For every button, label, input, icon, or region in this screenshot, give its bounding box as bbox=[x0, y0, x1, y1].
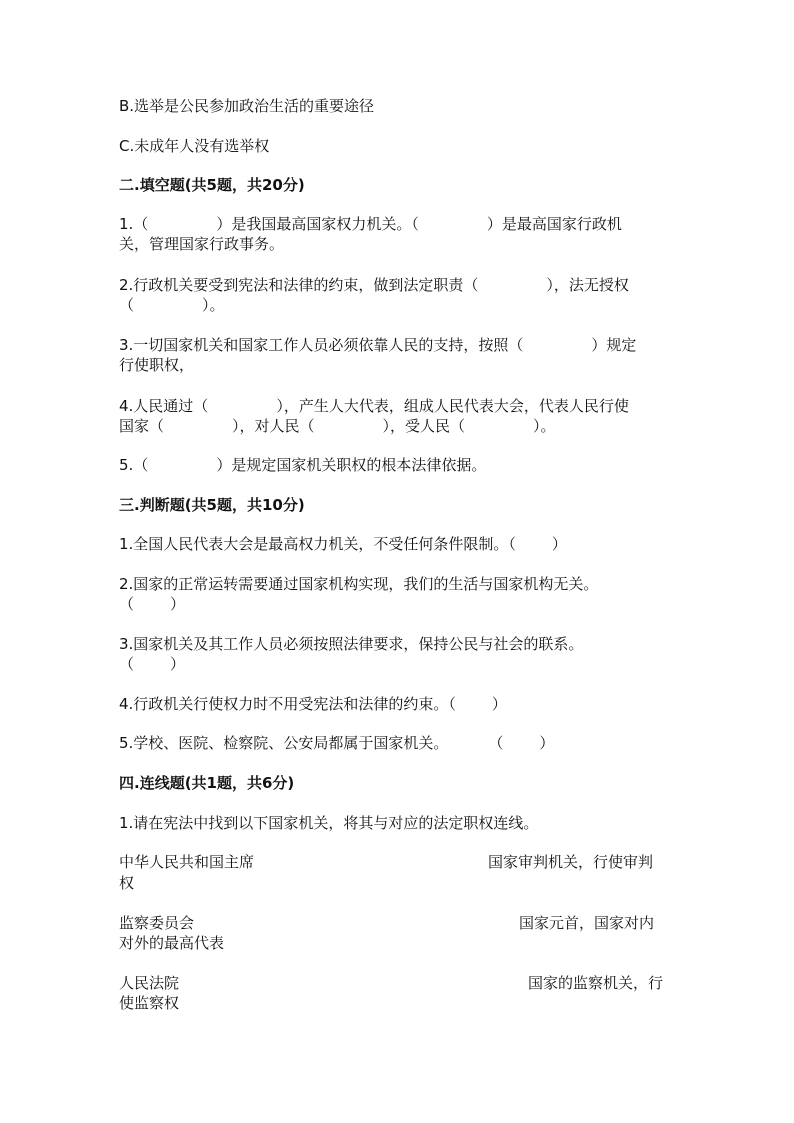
s2-q1-line1: 1.（ ）是我国最高国家权力机关。（ ）是最高国家行政机 bbox=[119, 215, 622, 233]
option-b: B.选举是公民参加政治生活的重要途径 bbox=[119, 97, 375, 115]
s3-q5: 5.学校、医院、检察院、公安局都属于国家机关。 （ ） bbox=[119, 734, 555, 752]
match-right-3-line2: 使监察权 bbox=[119, 994, 180, 1012]
match-left-1: 中华人民共和国主席 bbox=[119, 853, 255, 871]
section2-heading: 二.填空题(共5题，共20分) bbox=[119, 176, 305, 194]
s3-q3-line2: （ ） bbox=[119, 655, 186, 673]
s3-q2-line2: （ ） bbox=[119, 595, 186, 613]
match-left-2: 监察委员会 bbox=[119, 914, 195, 932]
match-right-3-line1: 国家的监察机关，行 bbox=[528, 974, 664, 992]
s2-q3-line2: 行使职权， bbox=[119, 356, 195, 374]
s2-q3-line1: 3.一切国家机关和国家工作人员必须依靠人民的支持，按照（ ）规定 bbox=[119, 336, 637, 354]
match-right-1-line1: 国家审判机关，行使审判 bbox=[488, 853, 654, 871]
match-right-2-line2: 对外的最高代表 bbox=[119, 934, 225, 952]
s2-q4-line1: 4.人民通过（ ），产生人大代表，组成人民代表大会，代表人民行使 bbox=[119, 397, 629, 415]
section3-heading: 三.判断题(共5题，共10分) bbox=[119, 496, 305, 514]
s3-q2-line1: 2.国家的正常运转需要通过国家机构实现，我们的生活与国家机构无关。 bbox=[119, 575, 599, 593]
s4-q1: 1.请在宪法中找到以下国家机关，将其与对应的法定职权连线。 bbox=[119, 814, 539, 832]
s2-q1-line2: 关，管理国家行政事务。 bbox=[119, 235, 285, 253]
s2-q2-line2: （ ）。 bbox=[119, 296, 225, 314]
option-c: C.未成年人没有选举权 bbox=[119, 137, 270, 155]
s2-q4-line2: 国家（ ），对人民（ ），受人民（ ）。 bbox=[119, 417, 556, 435]
s3-q3-line1: 3.国家机关及其工作人员必须按照法律要求，保持公民与社会的联系。 bbox=[119, 635, 584, 653]
section4-heading: 四.连线题(共1题，共6分) bbox=[119, 774, 295, 792]
match-right-1-line2: 权 bbox=[119, 874, 135, 892]
s2-q2-line1: 2.行政机关要受到宪法和法律的约束，做到法定职责（ ），法无授权 bbox=[119, 276, 629, 294]
s2-q5: 5.（ ）是规定国家机关职权的根本法律依据。 bbox=[119, 456, 487, 474]
s3-q1: 1.全国人民代表大会是最高权力机关，不受任何条件限制。（ ） bbox=[119, 535, 567, 553]
match-left-3: 人民法院 bbox=[119, 974, 180, 992]
match-right-2-line1: 国家元首，国家对内 bbox=[519, 914, 655, 932]
s3-q4: 4.行政机关行使权力时不用受宪法和法律的约束。（ ） bbox=[119, 695, 507, 713]
